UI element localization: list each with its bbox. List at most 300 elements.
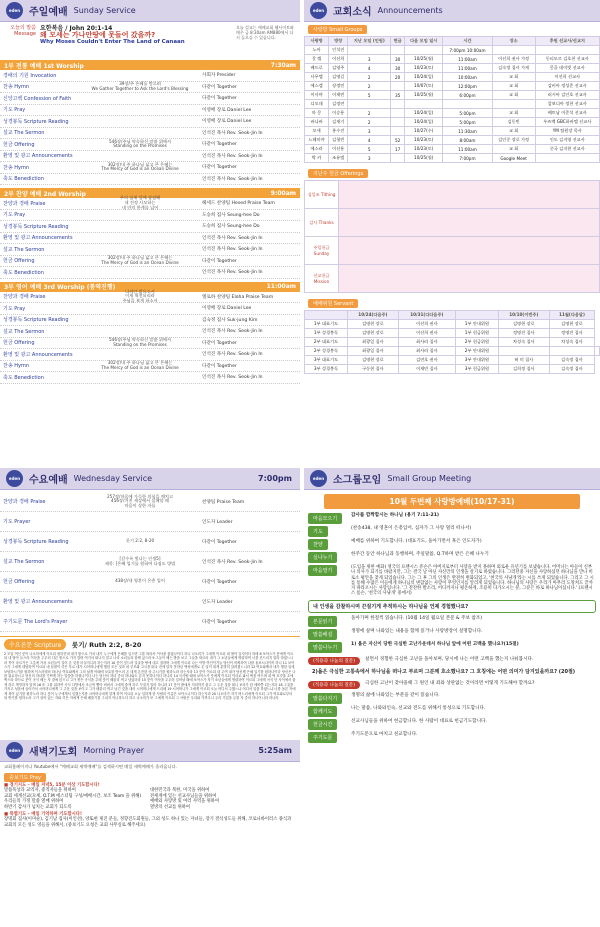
word-label: 마음열기 (308, 565, 337, 576)
table-cell: 2 (348, 109, 391, 118)
order-row (0, 174, 300, 186)
order-leader: 엘로하 찬양팀 Eloha Praise Team (202, 294, 274, 300)
table-cell (405, 100, 443, 109)
table-cell (391, 109, 405, 118)
table-cell: 17 (391, 145, 405, 154)
order-row (0, 244, 300, 256)
table-cell: 김영주 (329, 64, 348, 73)
wed-order (0, 490, 300, 632)
end-label4: 주기도문 (308, 732, 337, 743)
order-leader: 다같이 Together (202, 258, 237, 264)
sunday-title: 주일예배 (29, 7, 68, 18)
sunday-panel (0, 0, 300, 463)
share-label: 실나누기 (308, 552, 337, 563)
list-item: 전세계에 있는 선교사님들을 위하여 (150, 793, 217, 799)
table-cell (391, 154, 405, 163)
sg-title: 소그룹모임 (333, 475, 382, 486)
pray-label: 중보기도 Pray (4, 773, 46, 782)
order-leader: 다같이 Together (202, 84, 237, 90)
table-cell (348, 100, 391, 109)
table-cell: 1부 헌금위원 (455, 329, 498, 338)
order-item: 설교 The Sermon (3, 130, 45, 137)
q-label6: (적용과 나눔의 질문) (308, 681, 360, 689)
offering-row (305, 181, 600, 209)
offering-type: 주일헌금 Sunday (305, 237, 339, 265)
table-cell: 10/24(일) (405, 109, 443, 118)
table-cell: 김정연 (329, 100, 348, 109)
order-item: 헌금 Offering (3, 258, 35, 265)
order-row (0, 70, 300, 82)
order-row (0, 303, 300, 315)
table-cell: 11:00am (443, 55, 492, 64)
order-row (0, 288, 300, 304)
table-cell (405, 46, 443, 55)
table-cell: 4 (348, 64, 391, 73)
table-cell: 3부 대표기도 (305, 356, 348, 365)
table-cell: 5:00pm (443, 109, 492, 118)
msg-verse: 요한복음 / John 20:1-14 (40, 25, 113, 32)
table-row (305, 73, 600, 82)
q-label4: (적용과 나눔의 질문) (308, 657, 360, 665)
wed-title-en: Wednesday Service (73, 474, 153, 483)
order-leader: 다같이 Together (202, 96, 237, 102)
order-item: 기도 Prayer (3, 519, 31, 525)
scripture-text: 2 모압 여인 룻이 나오미에게 이르되 원하건대 내가 밭으로 가서 내가 누구에게 은혜를 입으면 그를 따라서 이삭을 줍겠나이다 하니 나오미가 그에게 이르되 내 딸아 갈지어다 하매 8 보아스가 룻에게 이르되 내 딸아 들으라 이삭을 주우러 다른 밭으로 가지 말며 여기서 떠나지 말고 나의 소녀들과 함께 있으라 9 그들이 베는 밭을 보고 그들을 따르라 내가 그 소년들에게 명령하여 너를 건드리지 말라 하였느니라 목이 마르거든 그릇에 가서 소년들이 길어 온 것을 마실지니라 하는지라 10 룻이 엎드려 얼굴을 땅에 대고 절하며 그에게 이르되 나는 이방 여인이거늘 당신이 어찌하여 나를 돌보시나이까 하니 11 보아스가 그에게 대답하여 이르되 네 남편이 죽은 후로 네가 시어머니에게 행한 모든 것과 네 부모와 고국을 떠나 전에 알지 못하던 백성에게로 온 일이 내게 분명히 알려졌느니라 12 여호와께서 네가 행한 일에 보답하시기를 원하며 이스라엘의 하나님 여호와께서 그의 날개 아래에 보호를 받으러 온 네게 온전한 상 주시기를 원하노라 하는지라 13 룻이 이르되 내 주여 내가 당신께 은혜 입기를 원하나이다 당신은 나를 위로하시고 당신의 하녀를 기쁘게 하는 말씀을 하셨나이다 나는 당신의 하녀 중의 하나와도 같지 못하나이다 하니라 14 식사할 때에 보아스가 룻에게 이르되 이리로 와서 떡을 먹으며 네 떡 조각을 초에 찍으라 하므로 룻이 곡식 베는 자 곁에 앉으니 그가 볶은 곡식을 주매 룻이 배불리 먹고 남았더라 15 룻이 이삭을 주우러 일어날 때에 보아스가 자기 소년들에게 명령하여 이르되 그에게 곡식 단 사이에서 줍게 하고 책망하지 말며 16 또 그를 위하여 곡식 다발에서 조금씩 뽑아 버려서 그에게 줍게 하고 꾸짖지 말라 하니라 17 룻이 밭에서 저녁까지 줍고 그 주운 것을 떠니 보리가 한 에바쯤 되는지라 18 그것을 가지고 성읍에 들어가서 시어머니에게 그 주운 것을 보이고 그가 배불리 먹고 남긴 것을 내어 시어머니에게 드리매 19 시어머니가 그에게 이르되 오늘 어디서 주웠느냐 어디서 일을 하였느냐 너를 돌본 자에게 복이 있기를 원하노라 하니 룻이 누구에게서 일했는지를 시어머니에게 알게 하여 이르되 오늘 일하게 한 사람의 이름은 보아스니이다 하는지라 20 나오미가 자기 며느리에게 이르되 그가 여호와로부터 복 받기를 원하노라 그가 살아 있는 자와 죽은 자에게 은혜 베풀기를 그치지 아니하도다 하고 나오미가 또 그에게 이르되 그 사람은 우리와 가까우니 우리 기업을 무를 자 중의 하나이니라 하니라 (4, 652, 296, 701)
table-cell (492, 46, 535, 55)
table-cell: 정명진 집사 (549, 329, 595, 338)
table-cell: 3 (348, 127, 391, 136)
morning-title: 새벽기도회 (29, 747, 78, 758)
order-item: 찬양과 경배 Praise (3, 200, 46, 207)
table-row (305, 82, 600, 91)
table-cell: 1부 대표기도 (305, 320, 348, 329)
news-panel (304, 0, 600, 463)
order-detail: 546장/주님 약속하신 말씀 위에서 Standing on the Promises (109, 337, 171, 347)
list-item: 대한민국과 북한, 미국을 위하여 (150, 788, 210, 794)
offering-table (304, 180, 600, 293)
order-row (0, 233, 300, 245)
table-cell (391, 100, 405, 109)
church-logo: eden (310, 2, 327, 19)
order-item: 기도 Pray (3, 107, 26, 114)
worship1-bar: 1부 전통 예배 1st Worship 7:30am (0, 60, 300, 70)
servant-label: 예배위원 Servant (308, 299, 358, 308)
table-cell: 이선용 (329, 145, 348, 154)
table-cell: 3부 헌금위원 (455, 365, 498, 374)
list-item: 말씀묵상과 교역자, 중직자들을 위하여 (4, 788, 76, 794)
table-cell: 11:00am (443, 145, 492, 154)
wed-panel (0, 468, 300, 927)
order-item: 기도 Pray (3, 305, 26, 312)
offering-row (305, 237, 600, 265)
order-item: 축도 Benediction (3, 374, 44, 381)
pray-sg-text: (찬송438, 내 영혼이 은총입어, 십자가 그 사랑 멀리 떠나서) (351, 526, 472, 531)
table-cell: 김숙정 집사 가게 (492, 64, 535, 73)
order-leader: 인석진 목사 Rev. Seok-Jin In (202, 247, 263, 253)
table-cell: 이선희 권사 (398, 329, 455, 338)
order-detail: 39장/주 은혜를 받으려 We Gather Together to Ask the Lord's Blessing (91, 81, 189, 91)
table-cell: 1부 성경봉독 (305, 329, 348, 338)
q-text5: 2)욥은 극심한 고통속에서 하나님을 떠나고 부르며 그분께 호소했나요? 그 호칭에는 어떤 의미가 담겨있을까요? (20절) (312, 668, 576, 675)
table-cell: 30 (391, 64, 405, 73)
order-row (0, 267, 300, 279)
table-cell: 정명진 집사 (498, 329, 549, 338)
table-cell: 김희정 집사 (498, 365, 549, 374)
table-cell: 김동빈 (492, 118, 535, 127)
order-row (0, 210, 300, 222)
table-cell: 허 미 집사 (498, 356, 549, 365)
table-header: 후원 선교사/선교지 (535, 37, 599, 46)
order-row (0, 532, 300, 552)
offering-amount (339, 265, 600, 293)
order-leader: 인석진 목사 Rev. Seok-Jin In (202, 352, 263, 358)
list-item: 하반기 감사가 넘치는 교회가 되도록 (4, 804, 72, 810)
order-leader: 다같이 Together (202, 165, 237, 171)
wed-title: 수요예배 (29, 475, 68, 486)
order-leader: 다같이 Together (202, 579, 237, 585)
order-item: 설교 The Sermon (3, 246, 45, 253)
table-cell: 10/27(수) (405, 127, 443, 136)
table-cell: 이승용 (329, 109, 348, 118)
table-cell: 12:00pm (443, 82, 492, 91)
table-cell: 김명현 장로 (348, 356, 399, 365)
offering-type: 선교헌금 Mission (305, 265, 339, 293)
order-row (0, 338, 300, 350)
table-cell: 11:30am (443, 127, 492, 136)
table-cell (391, 127, 405, 136)
end-label1: 말씀다지기 (308, 693, 342, 704)
table-cell (391, 46, 405, 55)
worship3-bar: 3부 영어 예배 3rd Worship (통역진행) 11:00am (0, 282, 300, 292)
order-row (0, 93, 300, 105)
table-cell: 3 (348, 154, 391, 163)
table-row (305, 365, 600, 374)
table-cell: 4 (348, 136, 391, 145)
table-cell: 이선희 권사 가정 (492, 55, 535, 64)
pray-heading2: ■ 특별기도 – 매일 기억하며 기도합시다! (4, 812, 82, 818)
sunday-title-en: Sunday Service (73, 6, 136, 15)
order-leader: 이영배 장로 Daniel Lee (202, 107, 252, 113)
table-row (305, 347, 600, 356)
share-text: 한주간 동안 하나님과 동행하며, 주일말씀, Q.T하며 받은 은혜 나누기 (351, 552, 489, 557)
table-cell: 교 회 (492, 91, 535, 100)
order-row (0, 128, 300, 140)
table-cell: 10/24(일) (405, 73, 443, 82)
table-cell: 캄보디아 정천 선교사 (535, 100, 599, 109)
order-detail: 나의안 밝으소서 이제 역전되리라 주님을 보게 하소서 (122, 288, 158, 304)
table-cell: 교 회 (492, 82, 535, 91)
table-cell: 교 회 (492, 73, 535, 82)
order-item: 주기도문 The Lord's Prayer (3, 619, 68, 625)
scripture-label: 수요론문 Scripture (4, 639, 66, 650)
table-cell: 5:00pm (443, 118, 492, 127)
morning-title-en: Morning Prayer (83, 746, 145, 755)
table-header: 시간 (443, 37, 492, 46)
table-cell: 2부 안내위원 (455, 347, 498, 356)
order-item: 축도 Benediction (3, 269, 44, 276)
order-leader: 다같이 Together (202, 539, 237, 545)
table-cell: 3 (348, 55, 391, 64)
q-text3: 1) 욥은 자신이 당한 극심한 고난가운데서 하나님 앞에 어떤 고백을 했나요?(15절) (351, 641, 519, 647)
table-row (305, 356, 600, 365)
table-cell: 최사라 집사 (398, 347, 455, 356)
table-cell: 마 몽 (305, 109, 329, 118)
order-item: 헌금 Offering (3, 340, 35, 347)
table-cell: 7:00pm 10:00am (443, 46, 492, 55)
table-header: 헌금 (391, 37, 405, 46)
table-cell: Google Meet (492, 154, 535, 163)
table-row (305, 127, 600, 136)
table-cell: 러시아 김인호 선교사 (535, 91, 599, 100)
table-header: 10/31(다다음주) (398, 311, 455, 320)
q-text2: 생명에 살며 나와있는 내용을 함께 읽거나 사랑방장이 설명합니다. (351, 628, 483, 634)
worship2-bar: 2부 찬양 예배 2nd Worship 9:00am (0, 188, 300, 198)
end-text3: 선교사님들을 위하여 헌금합니다. 한 사람이 대표로 헌금기도합니다. (351, 718, 487, 724)
table-cell: 이재민 집사 (398, 365, 455, 374)
table-cell: 인석진 (329, 46, 348, 55)
table-row (305, 91, 600, 100)
news-header (304, 0, 600, 22)
sg-title-en: Small Group Meeting (387, 474, 472, 483)
offering-label: 지난주 헌금 Offerings (308, 169, 368, 178)
sunday-header (0, 0, 300, 22)
table-row (305, 320, 600, 329)
order-detail: 302장/내 주 하나님 넓고 큰 은혜는 The Mercy of God is an Ocean Divine (101, 255, 179, 265)
pray-list-left (4, 788, 150, 810)
table-cell: 바나바 (305, 118, 329, 127)
table-cell: 7:00pm (443, 154, 492, 163)
order-leader: 사회자 Presider (202, 73, 236, 79)
pray-sg-label: 기도 (308, 526, 328, 537)
order-detail: 438장/내 영혼이 은총 입어 (115, 578, 165, 584)
order-item: 설교 The Sermon (3, 328, 45, 335)
table-cell: 11:00am (443, 64, 492, 73)
list-item: 교회 세계선교(모세, O.T.M 에스더팀 구성/예배시간, 보조 Team 을 위해) (4, 793, 142, 799)
offering-amount (339, 181, 600, 209)
table-cell: 10/07(토) (405, 82, 443, 91)
pray-heading1: ■ 경기지도 – 매일 저녁5, 15분 이상 기도합시다! (4, 783, 100, 788)
table-cell: 1부 안내위원 (455, 320, 498, 329)
table-cell: 6:00pm (443, 91, 492, 100)
table-cell: 2 (348, 82, 391, 91)
order-leader: 인석진 목사 Rev. Seok-Jin In (202, 270, 263, 276)
order-item: 환영 및 광고 Announcements (3, 235, 73, 242)
order-row (0, 139, 300, 151)
table-cell: 2 (348, 73, 391, 82)
q-label3: 말씀나누기 (308, 642, 342, 653)
table-cell (348, 46, 391, 55)
order-row (0, 256, 300, 268)
table-cell: 에스겔 (305, 82, 329, 91)
order-row (0, 221, 300, 233)
order-row (0, 105, 300, 117)
order-detail: [갈수록 빛나는 인생5] 제목: [은혜 입기를 원하여 다짐도 방법 (104, 555, 176, 566)
order-leader: 김숙정 집사 Suk-jung Kim (202, 317, 258, 323)
pray-list-right (150, 788, 296, 810)
order-leader: 인도자 Leader (202, 519, 233, 525)
order-row (0, 116, 300, 128)
table-cell: 김숙정 집사 (549, 356, 595, 365)
table-cell: 몽골 데이빗 선교사 (535, 64, 599, 73)
table-cell: 최사라 집사 (398, 338, 455, 347)
table-cell: 에스라 (305, 145, 329, 154)
list-item: 열방의 선교를 위하여 (150, 804, 191, 810)
table-cell (443, 100, 492, 109)
order-item: 성경봉독 Scripture Reading (3, 118, 69, 125)
order-detail: 302장/내 주 하나님 넓고 큰 은혜는 The Mercy of God is an Ocean Divine (101, 161, 179, 172)
table-cell: 10/23(토) (405, 136, 443, 145)
order-leader: 인도자 Leader (202, 599, 233, 605)
table-cell: 김명현 장로 (498, 320, 549, 329)
pray-special: 장명회 집사(이미순), 김기남 집사(이인선), 양또현 제진 분들, 정향진도회원들, 그외 성도 하나 있는 자녀들, 장기 결석성도들 위해, 코로나바이러스 종식과 교회의 모든 성도 영들을 위해서, (중보기도 요청은 교회 사무실로 해주세요) (4, 817, 292, 828)
table-cell: 감비아 정성준 선교사 (535, 82, 599, 91)
table-cell: 30 (391, 55, 405, 64)
table-cell (535, 46, 599, 55)
table-cell: 5 (348, 145, 391, 154)
table-cell: 교 회 (492, 145, 535, 154)
msg-label-en: Message (14, 31, 36, 37)
order-row (0, 162, 300, 174)
q-label1: 본문읽기 (308, 616, 337, 627)
table-cell: 차성숙 집사 (549, 338, 595, 347)
order-leader: 찬양팀 Praise Team (202, 499, 245, 505)
order-row (0, 82, 300, 94)
table-cell: 김명길 (329, 73, 348, 82)
order-row (0, 492, 300, 512)
order-item: 환영 및 광고 Announcements (3, 599, 73, 605)
intro-question: 내 인생을 감찰하시며 끈질기게 추적하시는 하나님을 언제 경험했나요? (308, 600, 596, 613)
order-leader: 헤세드 찬양팀 Hesed Praise Team (202, 201, 275, 207)
table-row (305, 338, 600, 347)
order-row (0, 572, 300, 592)
table-cell: 조유범 (329, 154, 348, 163)
q-text6: 극심한 고난이 찾아올때 그 원인 내 죄와 상관없는 것이라면 어떻게 기도해야 할까요? (365, 680, 535, 686)
table-cell: 이재빈 (329, 91, 348, 100)
table-cell: 10/25(월) (405, 55, 443, 64)
table-cell: 동티모르 김호천 선교사 (535, 55, 599, 64)
morning-header (0, 740, 300, 762)
church-logo: eden (6, 742, 23, 759)
praise-label: 찬양 (308, 539, 328, 550)
q-text1: 돌아가며 한절씩 읽습니다. (10월 14일 월요일 본문 & 주보 참조) (351, 615, 483, 621)
table-cell (595, 347, 600, 356)
order-item: 성경봉독 Scripture Reading (3, 223, 69, 230)
order-item: 신앙고백 Confession of Faith (3, 95, 72, 102)
order-item: 기도 Pray (3, 212, 26, 219)
list-item: 예배와 사랑방 및 여러 사역을 위하여 (150, 799, 220, 805)
table-cell: 이선희 선교사 (535, 73, 599, 82)
table-cell: 모세 (305, 127, 329, 136)
table-header: 11월(다음달) (549, 311, 595, 320)
table-row (305, 109, 600, 118)
order-item: 환영 및 광고 Announcements (3, 351, 73, 358)
offering-type: 십일조 Tithing (305, 181, 339, 209)
church-logo: eden (6, 470, 23, 487)
msg-title-en: Why Moses Couldn't Enter The Land of Canaan (40, 39, 185, 45)
table-cell: 디모데 (305, 100, 329, 109)
table-cell (391, 82, 405, 91)
news-title-en: Announcements (377, 6, 443, 15)
table-cell: 3부 안내위원 (455, 356, 498, 365)
table-cell: 이사야 (305, 91, 329, 100)
order-item: 찬양과 경배 Praise (3, 294, 46, 301)
order-row (0, 372, 300, 384)
word-text: (도입을 위한 예화) 영국의 프랜시스 쥬슨은 아버지로부터 사랑을 받지 못하며 외로운 유년기를 보냈습니다. 어머니는 아들이 신부나 의사가 되기를 바랐지만, 그는 결국 날 아닌 자신만의 인생을 살기로 하였습니다. 그러던중 자신을 사랑하셨던 하나님을 만나 비로소 평안을 찾게 되었습니다. 그는 그 후 그의 인생은 완전히 변화되었고, '천국의 사냥개'라는 시를 쓰게 되었습니다. 그리고 그 시를 통해 수많은 이들에게 하나님의 변함없는 사랑이 무엇인지를 알리게 되었습니다. 하나님의 사랑은 우리가 아무리 도망쳐도 끝까지 따라오시는 사랑입니다. '그 잔잔한 발소리, 어디까지나 평온하게, 조용히 다가오시는 분, 그분은 바로 하나님이십니다.' (프랜시스 톰슨, '천국의 사냥개' 중에서) (351, 565, 594, 597)
sg-headline: 10월 두번째 사랑방예배(10/17-31) (324, 494, 580, 509)
table-cell: 2부 대표기도 (305, 338, 348, 347)
table-header: 다음 모임 일시 (405, 37, 443, 46)
open-label: 마음모으기 (308, 513, 342, 524)
table-cell: 베트남 이준석 선교사 (535, 109, 599, 118)
table-cell: 노아 (305, 46, 329, 55)
table-cell: 김명현 장로 (348, 329, 399, 338)
order-leader: 다같이 Together (202, 340, 237, 346)
servant-table (304, 310, 600, 374)
table-cell: 10/23(토) (405, 64, 443, 73)
table-header: 10/24(다음주) (348, 311, 399, 320)
order-leader: 인석진 목사 Rev. Seok-Jin In (202, 235, 263, 241)
offering-amount (339, 237, 600, 265)
table-cell: 10/24(일) (405, 118, 443, 127)
table-cell: 중국 김지현 선교사 (535, 145, 599, 154)
table-cell: 박 카 (305, 154, 329, 163)
order-row (0, 592, 300, 612)
offering-row (305, 265, 600, 293)
table-cell: 구동현 집사 (348, 365, 399, 374)
wed-time: 7:00pm (258, 474, 292, 483)
table-cell: 이선희 (329, 55, 348, 64)
order-detail: 257장/마음에 가득한 의심을 깨치고 456장/거친 세상에서 실패할 때 마음이 상한 자를 (107, 493, 173, 508)
end-text4: 주기도문으로 마치고 친교합니다. (351, 731, 418, 737)
order-detail: 룻기 2:2, 8-20 (125, 538, 155, 544)
end-text1: 생명의 삶에 나와있는 부분을 같이 읽습니다. (351, 692, 440, 698)
table-cell: 사무엘 (305, 73, 329, 82)
offering-row (305, 209, 600, 237)
church-logo: eden (6, 2, 23, 19)
offering-type: 감사 Thanks (305, 209, 339, 237)
open-text: 감사를 깜짝합시는 하나님 (용기 7:11-21) (351, 513, 440, 518)
order-row (0, 612, 300, 632)
table-cell: 10/25(월) (405, 154, 443, 163)
q-label2: 말씀해설 (308, 629, 337, 640)
sg-header (304, 468, 600, 490)
table-cell: 인도 김지영 선교사 (535, 136, 599, 145)
table-cell: 갈 렙 (305, 55, 329, 64)
table-cell: 2 (348, 118, 391, 127)
table-cell: 최광일 집사 (348, 347, 399, 356)
worship1-order (0, 70, 300, 185)
end-label2: 함께기도 (308, 706, 337, 717)
table-cell: 5 (348, 91, 391, 100)
table-cell: 장정민 (329, 82, 348, 91)
msg-title: 왜 모세는 가나안땅에 못들어 갔을까? (40, 31, 156, 39)
table-header: 10/10(이번주) (498, 311, 549, 320)
table-cell: 홍수진 (329, 127, 348, 136)
order-item: 성경봉독 Scripture Reading (3, 539, 69, 545)
church-logo: eden (310, 470, 327, 487)
table-cell: 20 (391, 73, 405, 82)
table-header: 방장 (329, 37, 348, 46)
table-header: 장소 (492, 37, 535, 46)
worship2-order (0, 195, 300, 279)
table-cell (535, 154, 599, 163)
table-row (305, 118, 600, 127)
table-cell: 10/23(토) (405, 145, 443, 154)
order-row (0, 361, 300, 373)
table-row (305, 64, 600, 73)
table-cell: 김연호 권사 (398, 356, 455, 365)
order-leader: 인석진 목사 Rev. Seok-Jin In (202, 153, 263, 159)
